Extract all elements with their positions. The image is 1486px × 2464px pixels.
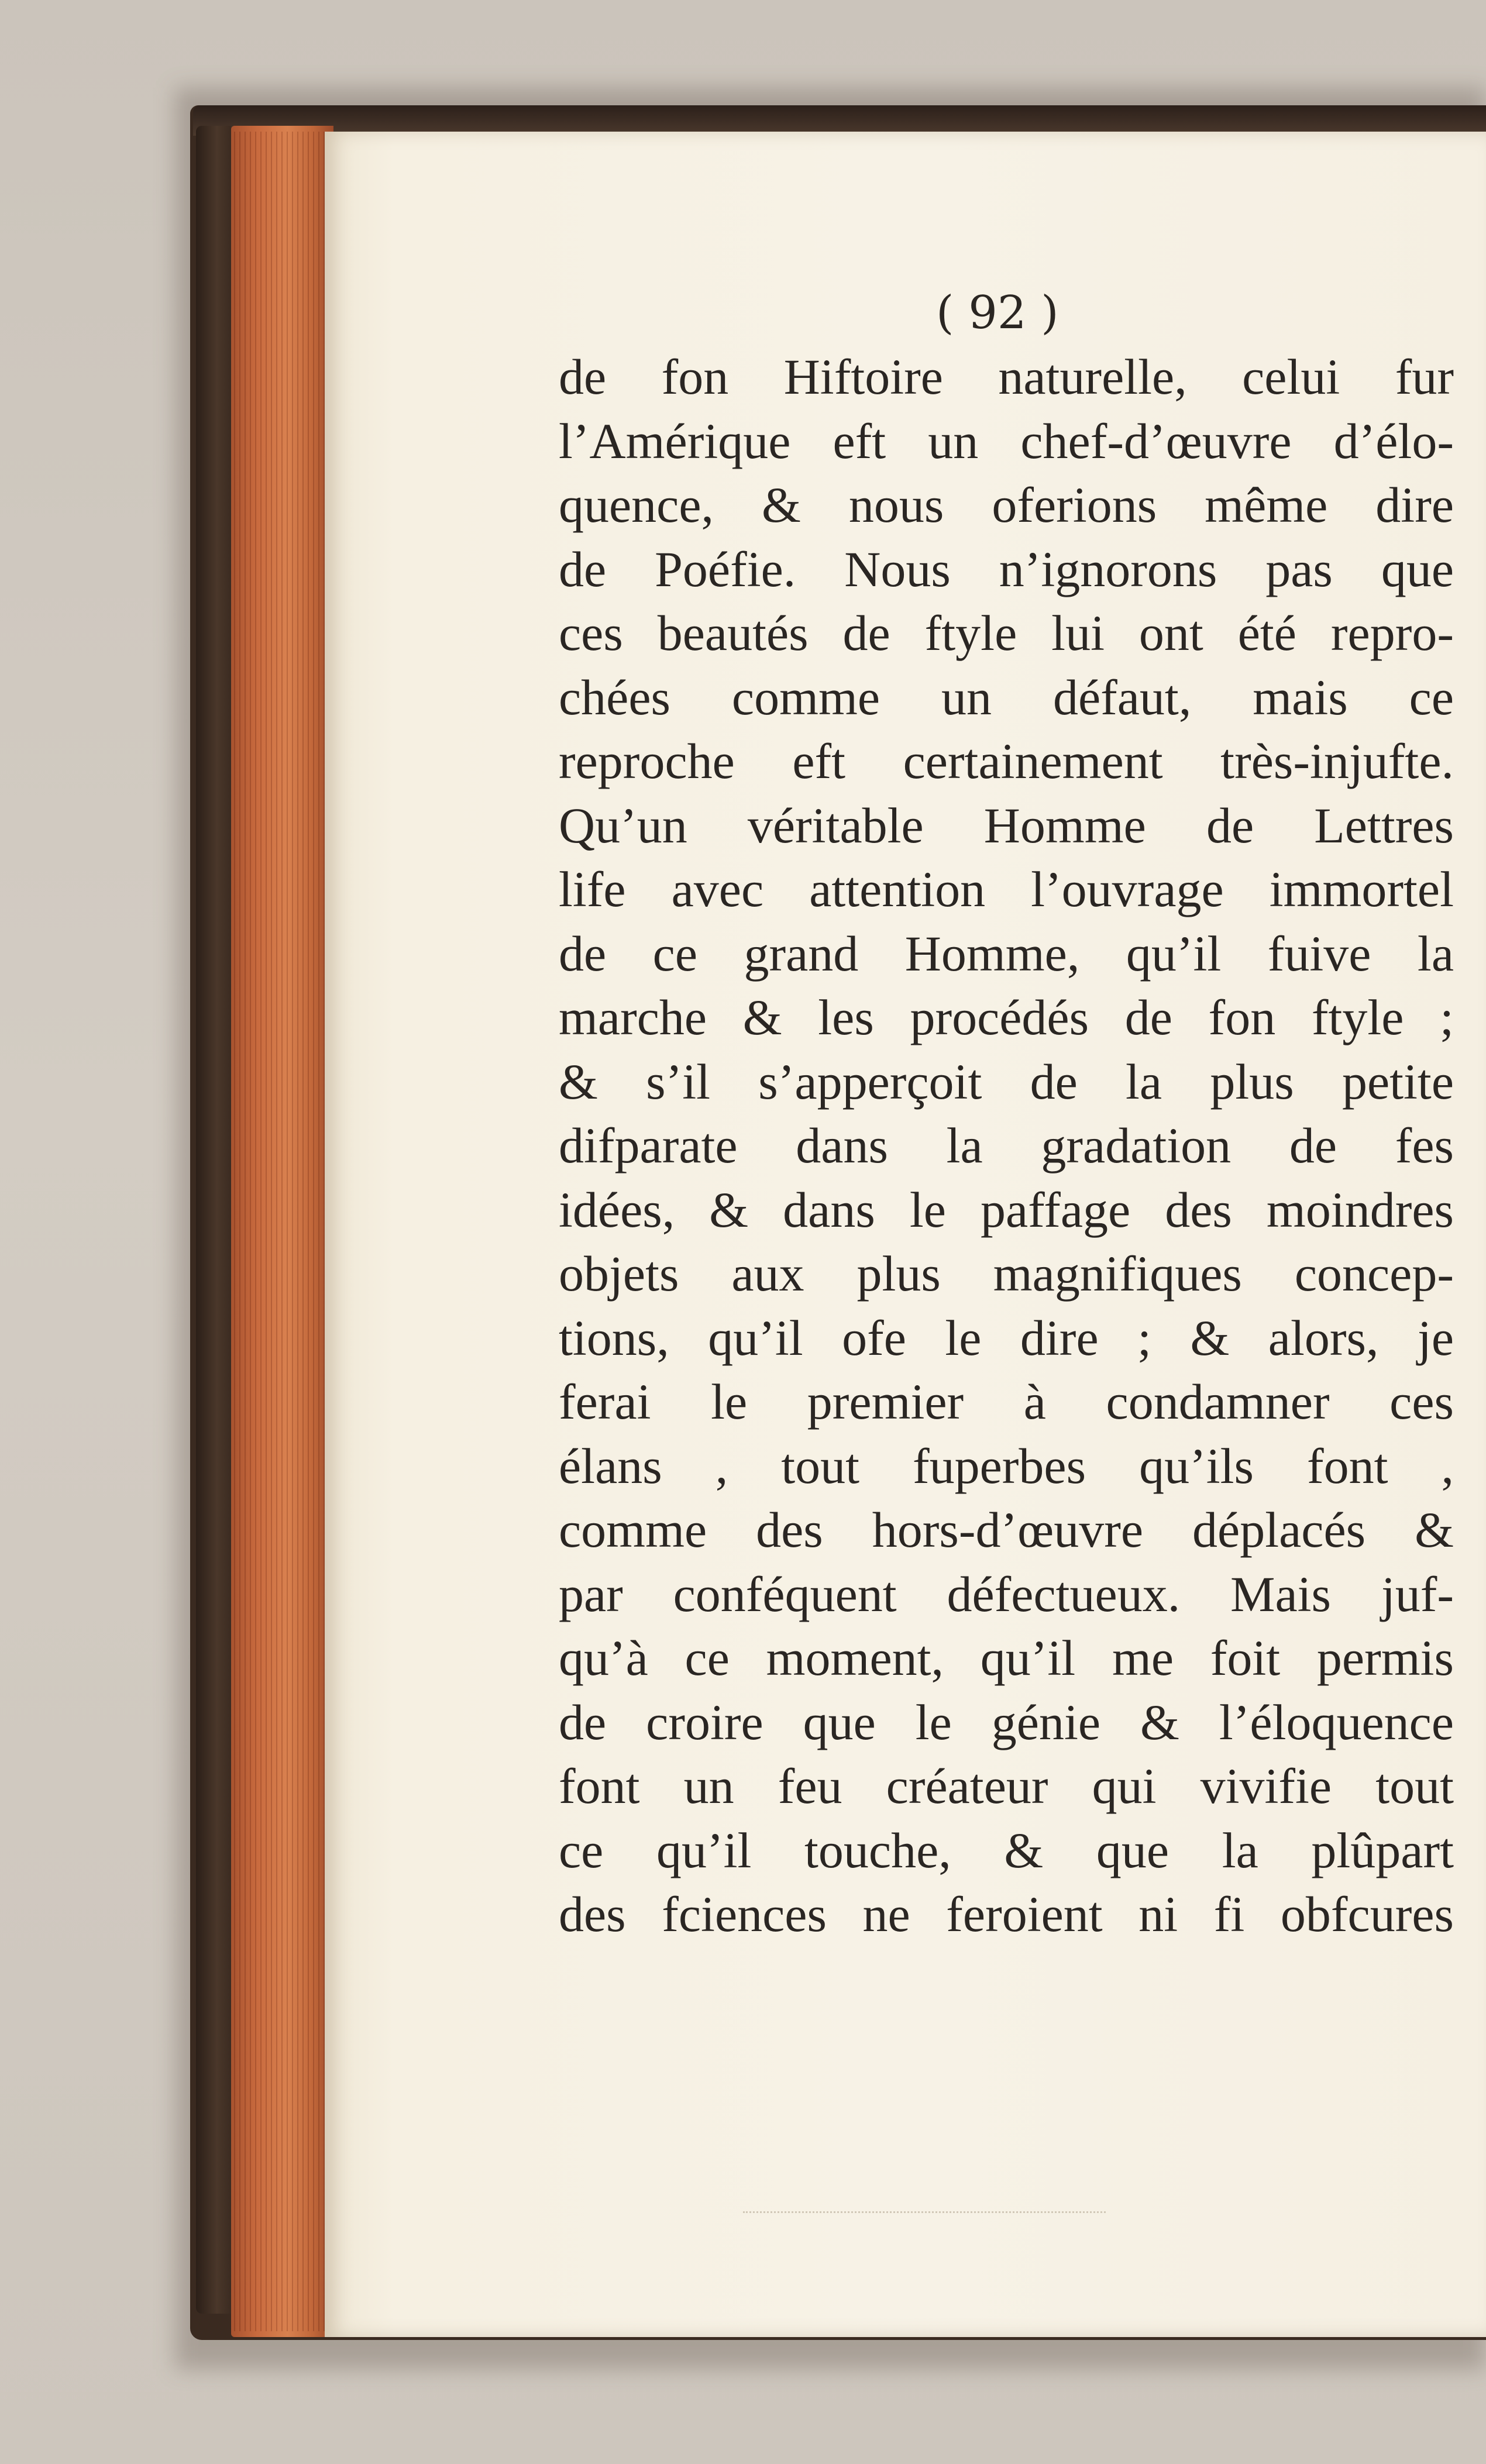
page-text-block [559,345,1454,1947]
text-line: ces beautés de ftyle lui ont été repro- [559,605,1454,661]
text-line: l’Amérique eft un chef-d’œuvre d’élo- [559,412,1454,469]
text-line: des fciences ne feroient ni fi obfcures [559,1886,1454,1942]
text-line: chées comme un défaut, mais ce [559,669,1454,725]
text-line: quence, & nous oferions même dire [559,477,1454,533]
text-line: élans , tout fuperbes qu’ils font , [559,1437,1454,1494]
text-line: ce qu’il touche, & que la plûpart [559,1822,1454,1878]
text-line: tions, qu’il ofe le dire ; & alors, je [559,1309,1454,1366]
text-line: ferai le premier à condamner ces [559,1374,1454,1430]
page-number: ( 92 ) [936,287,1059,339]
text-line: marche & les procédés de fon ftyle ; [559,989,1454,1045]
text-line: de fon Hiftoire naturelle, celui fur [559,349,1454,405]
text-line: de ce grand Homme, qu’il fuive la [559,925,1454,982]
text-line: Qu’un véritable Homme de Lettres [559,797,1454,854]
book-binding-edge [196,126,231,2314]
text-line: objets aux plus magnifiques concep- [559,1245,1454,1302]
text-line: de croire que le génie & l’éloquence [559,1694,1454,1750]
text-line: & s’il s’apperçoit de la plus petite [559,1053,1454,1110]
text-line: life avec attention l’ouvrage immortel [559,861,1454,917]
text-line: qu’à ce moment, qu’il me foit permis [559,1630,1454,1686]
page-edges-texture [234,132,331,2331]
page-foot-marks [743,2211,1106,2215]
text-line: font un feu créateur qui vivifie tout [559,1758,1454,1814]
text-line: de Poéfie. Nous n’ignorons pas que [559,541,1454,597]
text-line: idées, & dans le paffage des moindres [559,1181,1454,1238]
text-line: reproche eft certainement très-injufte. [559,733,1454,789]
text-line: par conféquent défectueux. Mais juf- [559,1565,1454,1622]
text-line: comme des hors-d’œuvre déplacés & [559,1502,1454,1558]
text-line: difparate dans la gradation de fes [559,1117,1454,1174]
